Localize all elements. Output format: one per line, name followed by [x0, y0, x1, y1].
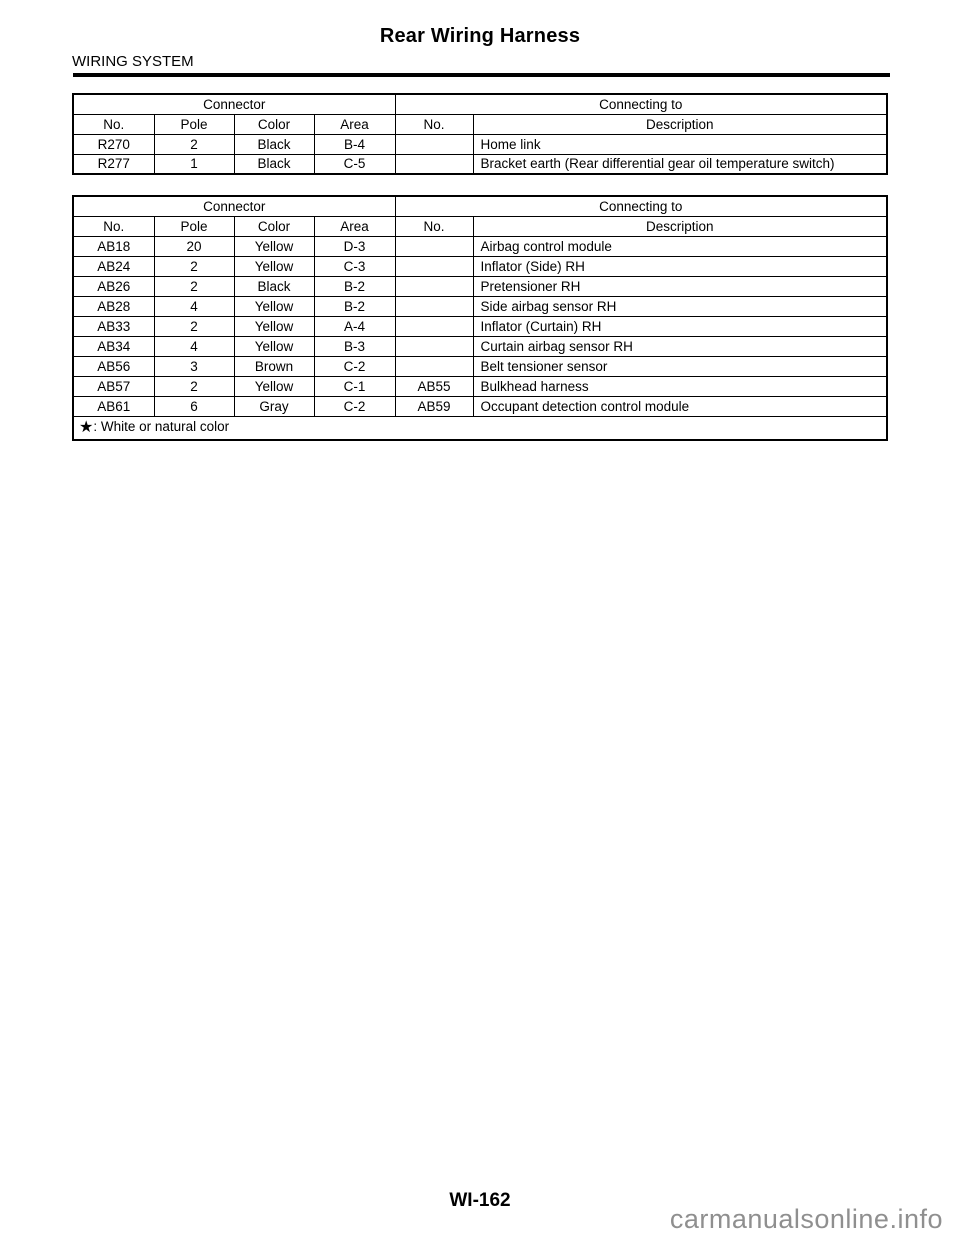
- group-header-row: [73, 94, 887, 114]
- cell-pole: 2: [154, 316, 234, 336]
- group-header-row: [73, 196, 887, 216]
- column-header-row: [73, 216, 887, 236]
- connector-group-header: Connector: [73, 94, 395, 114]
- connector-group-header: Connector: [73, 196, 395, 216]
- header-divider-rule: [73, 73, 890, 77]
- column-header: No.: [73, 216, 154, 236]
- cell-description: Bracket earth (Rear differential gear oil temperature switch): [473, 154, 887, 174]
- connecting-to-group-header: Connecting to: [395, 196, 887, 216]
- cell-area: B-2: [314, 276, 395, 296]
- footnote: [73, 416, 887, 440]
- cell-color: Black: [234, 134, 314, 154]
- page-number: WI-162: [449, 1190, 511, 1211]
- cell-color: Black: [234, 154, 314, 174]
- cell-pole: 2: [154, 376, 234, 396]
- cell-pole: 20: [154, 236, 234, 256]
- column-header: Color: [234, 114, 314, 134]
- cell-area: C-3: [314, 256, 395, 276]
- cell-description: Side airbag sensor RH: [473, 296, 887, 316]
- cell-area: C-2: [314, 356, 395, 376]
- cell-pole: 4: [154, 296, 234, 316]
- cell-area: B-4: [314, 134, 395, 154]
- cell-area: D-3: [314, 236, 395, 256]
- cell-pole: 2: [154, 256, 234, 276]
- cell-color: Yellow: [234, 256, 314, 276]
- section-label: WIRING SYSTEM: [72, 53, 194, 70]
- column-header: No.: [395, 114, 473, 134]
- connector-table-2: [72, 195, 888, 441]
- cell-color: Yellow: [234, 236, 314, 256]
- cell-connecting-no: [395, 276, 473, 296]
- cell-no: AB28: [73, 296, 154, 316]
- column-header: Description: [473, 216, 887, 236]
- cell-pole: 1: [154, 154, 234, 174]
- table-row: [73, 154, 887, 174]
- column-header-row: [73, 114, 887, 134]
- cell-connecting-no: [395, 256, 473, 276]
- cell-no: AB56: [73, 356, 154, 376]
- cell-no: AB61: [73, 396, 154, 416]
- table-row: [73, 276, 887, 296]
- column-header: Description: [473, 114, 887, 134]
- column-header: No.: [73, 114, 154, 134]
- cell-connecting-no: [395, 236, 473, 256]
- watermark: carmanualsonline.info: [669, 1204, 943, 1234]
- cell-pole: 3: [154, 356, 234, 376]
- column-header: Pole: [154, 216, 234, 236]
- cell-no: AB34: [73, 336, 154, 356]
- cell-connecting-no: [395, 134, 473, 154]
- cell-no: AB18: [73, 236, 154, 256]
- cell-description: Curtain airbag sensor RH: [473, 336, 887, 356]
- cell-color: Brown: [234, 356, 314, 376]
- column-header: No.: [395, 216, 473, 236]
- cell-area: C-1: [314, 376, 395, 396]
- cell-no: AB24: [73, 256, 154, 276]
- cell-description: Bulkhead harness: [473, 376, 887, 396]
- cell-area: A-4: [314, 316, 395, 336]
- cell-pole: 2: [154, 134, 234, 154]
- star-icon: ★: [79, 419, 94, 437]
- cell-description: Airbag control module: [473, 236, 887, 256]
- table-row: [73, 396, 887, 416]
- cell-pole: 6: [154, 396, 234, 416]
- connecting-to-group-header: Connecting to: [395, 94, 887, 114]
- cell-pole: 2: [154, 276, 234, 296]
- cell-color: Yellow: [234, 296, 314, 316]
- cell-connecting-no: AB55: [395, 376, 473, 396]
- cell-color: Black: [234, 276, 314, 296]
- cell-description: Belt tensioner sensor: [473, 356, 887, 376]
- cell-area: C-2: [314, 396, 395, 416]
- cell-connecting-no: [395, 296, 473, 316]
- cell-pole: 4: [154, 336, 234, 356]
- table-row: [73, 376, 887, 396]
- cell-connecting-no: [395, 356, 473, 376]
- cell-description: Home link: [473, 134, 887, 154]
- cell-description: Inflator (Side) RH: [473, 256, 887, 276]
- cell-no: R270: [73, 134, 154, 154]
- cell-color: Yellow: [234, 336, 314, 356]
- cell-no: AB26: [73, 276, 154, 296]
- cell-no: AB33: [73, 316, 154, 336]
- connector-table-1: [72, 93, 888, 175]
- column-header: Color: [234, 216, 314, 236]
- table-row: [73, 236, 887, 256]
- footnote-row: [73, 416, 887, 440]
- table-row: [73, 336, 887, 356]
- column-header: Area: [314, 114, 395, 134]
- cell-connecting-no: [395, 316, 473, 336]
- cell-connecting-no: AB59: [395, 396, 473, 416]
- table-row: [73, 356, 887, 376]
- cell-area: B-2: [314, 296, 395, 316]
- cell-description: Pretensioner RH: [473, 276, 887, 296]
- footnote-text: : White or natural color: [93, 419, 230, 435]
- table-row: [73, 316, 887, 336]
- page-title: Rear Wiring Harness: [379, 25, 581, 47]
- column-header: Area: [314, 216, 395, 236]
- cell-no: R277: [73, 154, 154, 174]
- table-row: [73, 256, 887, 276]
- cell-description: Occupant detection control module: [473, 396, 887, 416]
- cell-area: C-5: [314, 154, 395, 174]
- cell-description: Inflator (Curtain) RH: [473, 316, 887, 336]
- table-row: [73, 296, 887, 316]
- cell-color: Yellow: [234, 316, 314, 336]
- cell-connecting-no: [395, 336, 473, 356]
- cell-no: AB57: [73, 376, 154, 396]
- table-row: [73, 134, 887, 154]
- column-header: Pole: [154, 114, 234, 134]
- cell-area: B-3: [314, 336, 395, 356]
- cell-connecting-no: [395, 154, 473, 174]
- cell-color: Yellow: [234, 376, 314, 396]
- cell-color: Gray: [234, 396, 314, 416]
